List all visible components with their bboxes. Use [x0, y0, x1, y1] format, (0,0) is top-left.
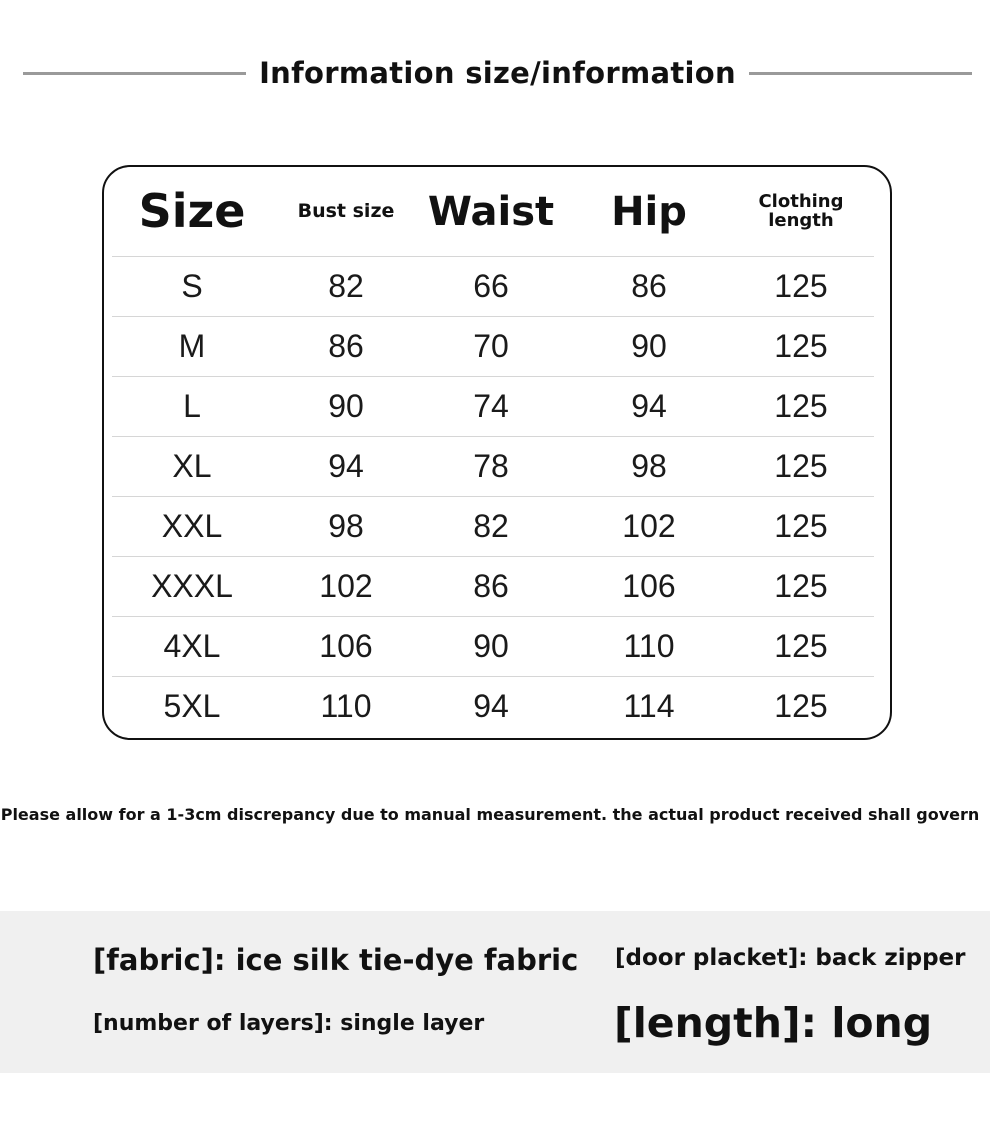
cell-hip: 86 [631, 268, 667, 304]
table-row [112, 496, 874, 556]
column-header-bust: Bust size [297, 199, 395, 222]
cell-bust: 90 [328, 388, 364, 424]
cell-hip: 110 [623, 628, 675, 664]
cell-hip: 98 [631, 448, 667, 484]
cell-waist: 66 [473, 268, 509, 304]
table-row [112, 556, 874, 616]
cell-bust: 106 [319, 628, 373, 664]
cell-hip: 102 [622, 508, 676, 544]
table-row [112, 316, 874, 376]
placket-info: [door placket]: back zipper [615, 945, 966, 971]
cell-hip: 90 [631, 328, 667, 364]
length-info: [length]: long [614, 999, 933, 1047]
size-table [102, 165, 892, 740]
cell-waist: 94 [473, 688, 509, 724]
cell-waist: 82 [473, 508, 509, 544]
cell-bust: 94 [328, 448, 364, 484]
cell-bust: 102 [319, 568, 373, 604]
column-header-clothing-length: Clothing length [758, 190, 844, 231]
cell-clothing-length: 125 [774, 388, 828, 424]
cell-clothing-length: 125 [774, 268, 828, 304]
table-row [112, 436, 874, 496]
size-table-body [104, 256, 890, 736]
cell-waist: 86 [473, 568, 509, 604]
measurement-note: Please allow for a 1-3cm discrepancy due to manual measurement. the actual product received shall govern [0, 805, 980, 824]
column-header-size: Size [138, 184, 246, 239]
cell-bust: 86 [328, 328, 364, 364]
cell-clothing-length: 125 [774, 448, 828, 484]
table-row [112, 256, 874, 316]
cell-hip: 106 [622, 568, 676, 604]
cell-clothing-length: 125 [774, 628, 828, 664]
page-title: Information size/information [259, 56, 736, 90]
cell-size: XXXL [151, 568, 233, 604]
title-divider-left [23, 72, 246, 75]
column-header-hip: Hip [611, 188, 687, 235]
cell-size: S [181, 268, 203, 304]
cell-clothing-length: 125 [774, 508, 828, 544]
cell-waist: 74 [473, 388, 509, 424]
layers-info: [number of layers]: single layer [93, 1011, 485, 1036]
cell-size: 5XL [163, 688, 221, 724]
cell-bust: 110 [320, 688, 372, 724]
table-row [112, 616, 874, 676]
table-row [112, 376, 874, 436]
cell-hip: 114 [623, 688, 675, 724]
column-header-waist: Waist [427, 188, 555, 235]
cell-clothing-length: 125 [774, 568, 828, 604]
cell-clothing-length: 125 [774, 688, 828, 724]
cell-size: M [178, 328, 206, 364]
title-divider-right [749, 72, 972, 75]
cell-size: XL [172, 448, 212, 484]
table-row [112, 676, 874, 736]
cell-size: XXL [161, 508, 223, 544]
cell-bust: 82 [328, 268, 364, 304]
cell-bust: 98 [328, 508, 364, 544]
cell-waist: 70 [473, 328, 509, 364]
cell-size: L [183, 388, 201, 424]
section-title-row [0, 48, 990, 98]
cell-waist: 78 [473, 448, 509, 484]
size-table-header [104, 167, 890, 256]
cell-size: 4XL [163, 628, 221, 664]
cell-hip: 94 [631, 388, 667, 424]
cell-clothing-length: 125 [774, 328, 828, 364]
product-info-panel [0, 911, 990, 1073]
cell-waist: 90 [473, 628, 509, 664]
fabric-info: [fabric]: ice silk tie-dye fabric [93, 943, 579, 977]
